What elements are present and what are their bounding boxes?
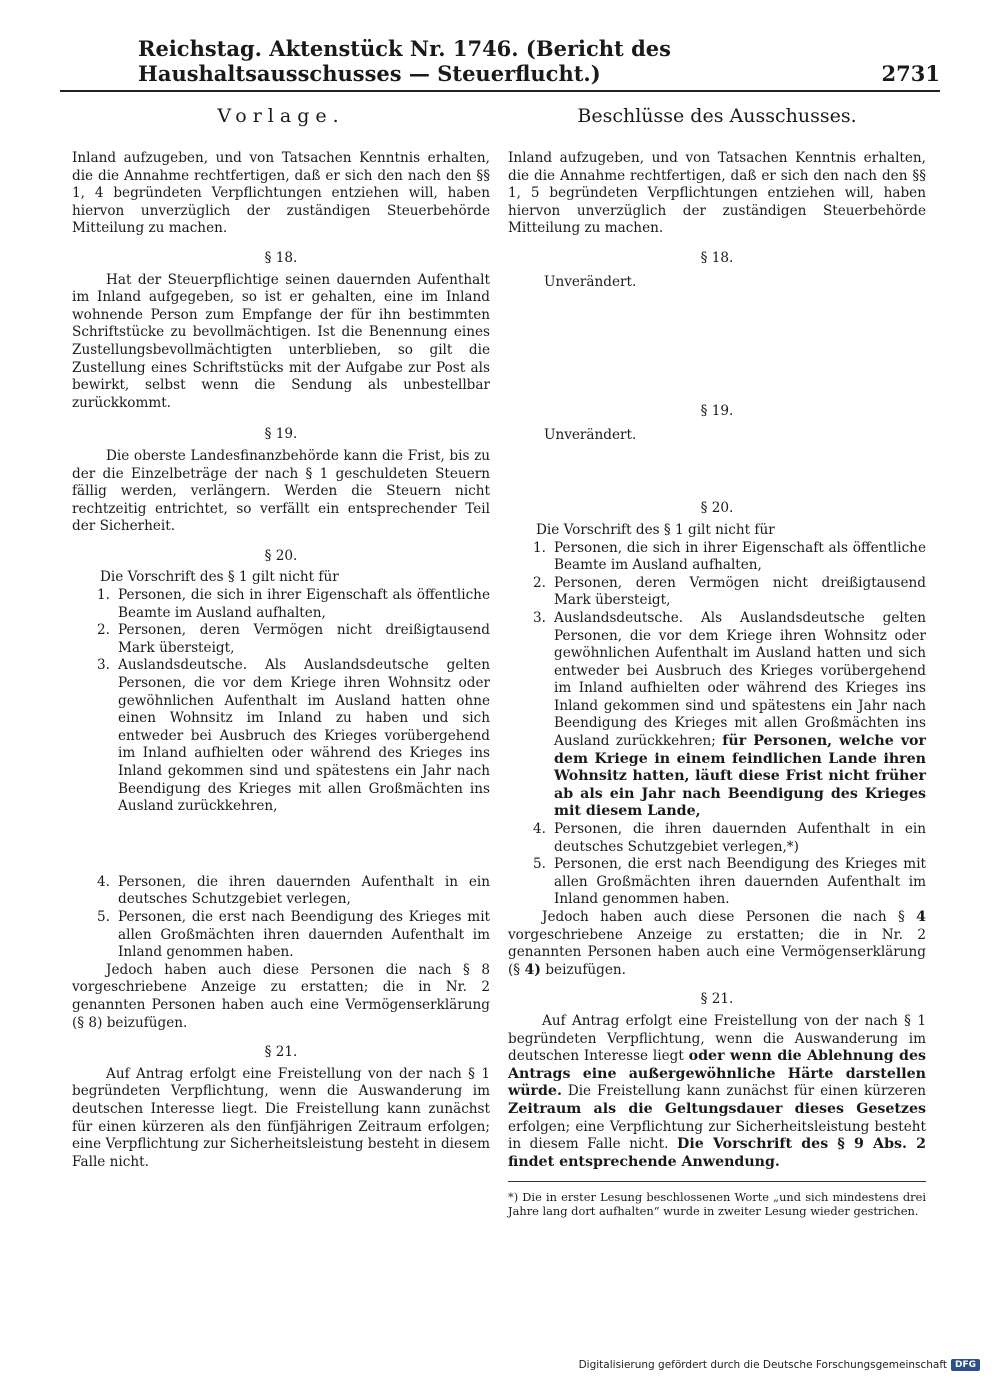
list-item: 5. Personen, die erst nach Beendigung des Krieges mit allen Großmächten ihren dauernden Aufenthalt im Inland genommen haben.: [533, 856, 926, 908]
section-21-heading-right: § 21.: [700, 991, 734, 1008]
section-20-list-right: [508, 540, 926, 909]
dfg-credit-text: Digitalisierung gefördert durch die Deutsche Forschungsgemeinschaft: [578, 1359, 947, 1371]
section-18-heading-left: § 18.: [264, 249, 298, 266]
section-20-intro-right: Die Vorschrift des § 1 gilt nicht für: [536, 521, 775, 538]
section-21-text-left: Auf Antrag erfolgt eine Freistellung von der nach § 1 begründeten Verpflichtung, wenn die Auswanderung im deutschen Interesse liegt. Die Freistellung kann zunächst für einen kürzeren als den fünfjährigen Zeitraum erfolgen; eine Verpflichtung zur Sicherheitsleistung besteht in diesem Falle nicht.: [72, 1065, 490, 1170]
section-20-list-left: [72, 587, 490, 962]
amendment-bold-text: für Personen, welche vor dem Kriege in einem feindlichen Lande ihren Wohnsitz hatten, läuft diese Frist nicht früher ab als ein Jahr nach Beendigung des Krieges mit diesem Lande,: [554, 733, 926, 820]
section-21-text-right: Auf Antrag erfolgt eine Freistellung von der nach § 1 begründeten Verpflichtung, wenn die Auswanderung im deutschen Interesse liegt oder wenn die Ablehnung des Antrags eine außergewöhnliche Härte darstellen würde. Die Freistellung kann zunächst für einen kürzeren Zeitraum als die Geltungsdauer dieses Gesetzes erfolgen; eine Verpflichtung zur Sicherheitsleistung besteht in diesem Falle nicht. Die Vorschrift des § 9 Abs. 2 findet entsprechende Anwendung.: [508, 1012, 926, 1170]
list-item: 3. Auslandsdeutsche. Als Auslandsdeutsche gelten Personen, die vor dem Kriege ihren Wohnsitz oder gewöhnlichen Aufenthalt im Ausland hatten ohne einen Wohnsitz im Inland zu haben und sich entweder bei Ausbruch des Krieges vorübergehend im Inland aufhielten oder während des Krieges ins Inland gekommen sind und spätestens ein Jahr nach Beendigung des Krieges mit allen Großmächten ins Ausland zurückkehren,: [97, 657, 490, 815]
column-vorlage: [72, 105, 490, 1171]
section-19-heading-left: § 19.: [264, 426, 298, 443]
footnote: *) Die in erster Lesung beschlossenen Worte „und sich mindestens drei Jahre lang dort aufhalten“ wurde in zweiter Lesung wieder gestrichen.: [508, 1181, 926, 1218]
list-item: 3. Auslandsdeutsche. Als Auslandsdeutsche gelten Personen, die vor dem Kriege ihren Wohnsitz oder gewöhnlichen Aufenthalt im Ausland hatten und sich entweder bei Ausbruch des Krieges vorübergehend im Inland aufhielten oder während des Krieges ins Inland gekommen sind und spätestens ein Jahr nach Beendigung des Krieges mit allen Großmächten ins Ausland zurückkehren; für Personen, welche vor dem Kriege in einem feindlichen Lande ihren Wohnsitz hatten, läuft diese Frist nicht früher ab als ein Jahr nach Beendigung des Krieges mit diesem Lande,: [533, 609, 926, 820]
column-heading-left: Vorlage.: [217, 105, 345, 127]
section-18-heading-right: § 18.: [700, 249, 734, 266]
list-item: 5. Personen, die erst nach Beendigung des Krieges mit allen Großmächten ihren dauernden Aufenthalt im Inland genommen haben.: [97, 908, 490, 961]
section-19-unchanged: Unverändert.: [544, 426, 637, 443]
section-19-text-left: Die oberste Landesfinanzbehörde kann die Frist, bis zu der die Einzelbeträge der nach § 1 geschuldeten Steuern fällig werden, verlängern. Werden die Steuern nicht rechtzeitig entrichtet, so verfällt ein entsprechender Teil der Sicherheit.: [72, 447, 490, 535]
section-21-heading-left: § 21.: [264, 1044, 298, 1061]
page-number: 2731: [881, 61, 940, 86]
header-title: Reichstag. Aktenstück Nr. 1746. (Bericht des Haushaltsausschusses — Steuerflucht.): [138, 36, 671, 86]
dfg-credit: [579, 1359, 980, 1371]
intro-paragraph-right: Inland aufzugeben, und von Tatsachen Kenntnis erhalten, die die Annahme rechtfertigen, daß er sich den nach den §§ 1, 5 begründeten Verpflichtungen entziehen will, haben hiervon unverzüglich der zuständigen Steuerbehörde Mitteilung zu machen.: [508, 150, 926, 237]
section-19-heading-right: § 19.: [700, 403, 734, 420]
section-20-outro-left: Jedoch haben auch diese Personen die nach § 8 vorgeschriebene Anzeige zu erstatten; die in Nr. 2 genannten Personen haben auch eine Vermögenserklärung (§ 8) beizufügen.: [72, 961, 490, 1031]
list-item: 2. Personen, deren Vermögen nicht dreißigtausend Mark übersteigt,: [97, 622, 490, 656]
column-beschluesse: [508, 105, 926, 1219]
list-item: 1. Personen, die sich in ihrer Eigenschaft als öffentliche Beamte im Ausland aufhalten,: [97, 587, 490, 621]
list-item: 4. Personen, die ihren dauernden Aufenthalt in ein deutsches Schutzgebiet verlegen,: [97, 873, 490, 908]
section-20-outro-right: Jedoch haben auch diese Personen die nach § 4 vorgeschriebene Anzeige zu erstatten; die in Nr. 2 genannten Personen haben auch eine Vermögenserklärung (§ 4) beizufügen.: [508, 909, 926, 978]
section-18-text-left: Hat der Steuerpflichtige seinen dauernden Aufenthalt im Inland aufgegeben, so ist er gehalten, eine im Inland wohnende Person zum Empfange der für ihn bestimmten Schriftstücke zu bevollmächtigen. Ist die Benennung eines Zustellungsbevollmächtigten unterblieben, so gilt die Zustellung eines Schriftstücks mit der Aufgabe zur Post als bewirkt, selbst wenn die Sendung als unbestellbar zurückkommt.: [72, 271, 490, 411]
section-20-heading-right: § 20.: [700, 500, 734, 517]
page-header: [60, 36, 940, 92]
section-20-intro-left: Die Vorschrift des § 1 gilt nicht für: [100, 569, 339, 586]
list-item: 4. Personen, die ihren dauernden Aufenthalt in ein deutsches Schutzgebiet verlegen,*): [533, 821, 926, 855]
list-item: 2. Personen, deren Vermögen nicht dreißigtausend Mark übersteigt,: [533, 574, 926, 609]
section-18-unchanged: Unverändert.: [544, 273, 637, 290]
list-item: 1. Personen, die sich in ihrer Eigenschaft als öffentliche Beamte im Ausland aufhalten,: [533, 539, 926, 574]
column-heading-right: Beschlüsse des Ausschusses.: [577, 105, 857, 127]
intro-paragraph-left: Inland aufzugeben, und von Tatsachen Kenntnis erhalten, die die Annahme rechtfertigen, daß er sich den nach den §§ 1, 4 begründeten Verpflichtungen entziehen will, haben hiervon unverzüglich der zuständigen Steuerbehörde Mitteilung zu machen.: [72, 150, 490, 237]
dfg-logo-icon: DFG: [951, 1359, 980, 1371]
section-20-heading-left: § 20.: [264, 547, 298, 564]
